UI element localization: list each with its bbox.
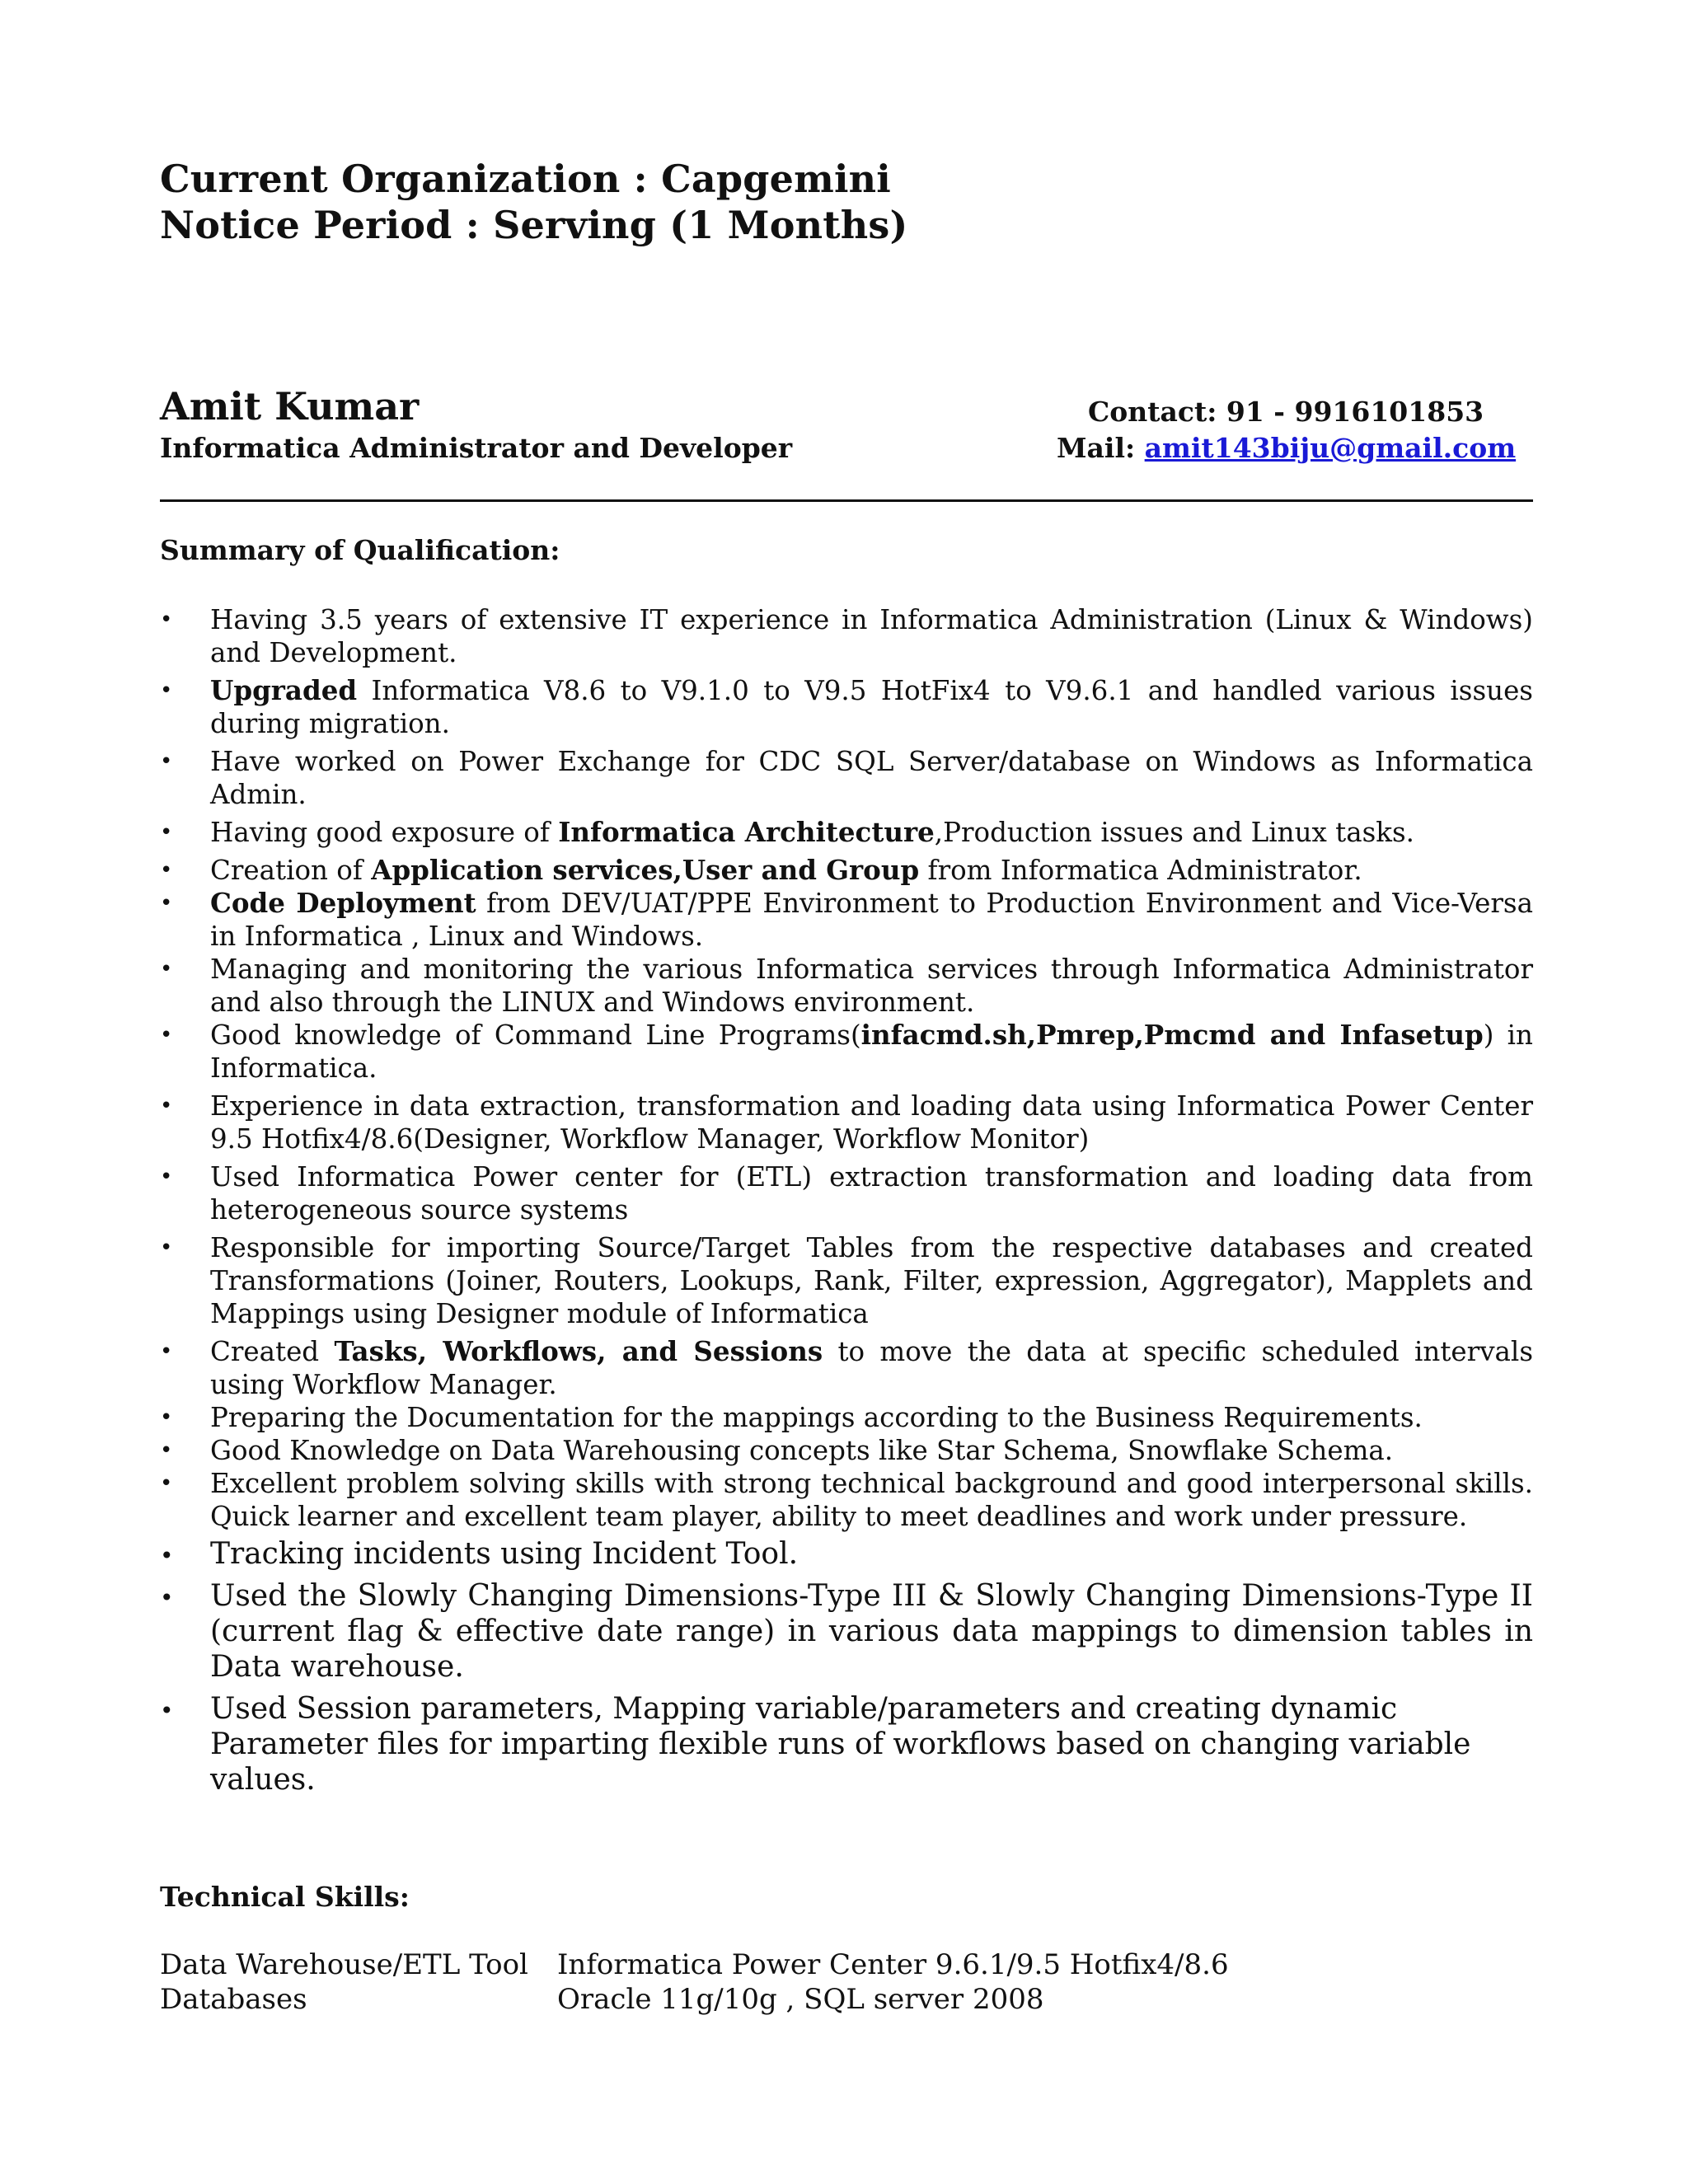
list-item: • Having good exposure of Informatica Architecture,Production issues and Linux tasks. [160, 816, 1533, 849]
mail-label: Mail: [1057, 432, 1145, 464]
header-divider [160, 499, 1533, 502]
list-item: • Excellent problem solving skills with strong technical background and good interpersonal skills. Quick learner and excellent team player, ability to meet deadlines and work under pressure. [160, 1467, 1533, 1533]
list-item: • Good knowledge of Command Line Programs(infacmd.sh,Pmrep,Pmcmd and Infasetup) in Informatica. [160, 1019, 1533, 1085]
summary-heading: Summary of Qualification: [160, 534, 560, 566]
candidate-title: Informatica Administrator and Developer [160, 432, 793, 464]
list-item: • Good Knowledge on Data Warehousing concepts like Star Schema, Snowflake Schema. [160, 1434, 1533, 1467]
contact-mail [1057, 432, 1516, 464]
notice-period: Notice Period : Serving (1 Months) [160, 203, 908, 247]
list-item: • Managing and monitoring the various Informatica services through Informatica Administrator and also through the LINUX and Windows environment. [160, 953, 1533, 1019]
list-item: • Used Session parameters, Mapping variable/parameters and creating dynamic Parameter files for imparting flexible runs of workflows based on changing variable values. [160, 1691, 1533, 1797]
list-item: • Tracking incidents using Incident Tool. [160, 1536, 1533, 1572]
candidate-name: Amit Kumar [160, 384, 420, 429]
skill-value: Oracle 11g/10g , SQL server 2008 [557, 1983, 1044, 2016]
list-item: • Used the Slowly Changing Dimensions-Type III & Slowly Changing Dimensions-Type II (current flag & effective date range) in various data mappings to dimension tables in Data warehouse. [160, 1578, 1533, 1685]
contact-phone: Contact: 91 - 9916101853 [1088, 396, 1484, 428]
skill-category: Databases [160, 1983, 307, 2016]
list-item: • Preparing the Documentation for the mappings according to the Business Requirements. [160, 1401, 1533, 1434]
list-item: • Have worked on Power Exchange for CDC SQL Server/database on Windows as Informatica Admin. [160, 745, 1533, 811]
list-item: • Creation of Application services,User and Group from Informatica Administrator. [160, 854, 1533, 887]
email-link[interactable]: amit143biju@gmail.com [1144, 432, 1517, 464]
list-item: • Experience in data extraction, transformation and loading data using Informatica Power Center 9.5 Hotfix4/8.6(Designer, Workflow Manager, Workflow Monitor) [160, 1090, 1533, 1155]
skill-category: Data Warehouse/ETL Tool [160, 1948, 528, 1981]
list-item: • Responsible for importing Source/Target Tables from the respective databases and created Transformations (Joiner, Routers, Lookups, Rank, Filter, expression, Aggregator), Mapplets and Mappings using Designer module of Informatica [160, 1231, 1533, 1330]
list-item: • Upgraded Informatica V8.6 to V9.1.0 to V9.5 HotFix4 to V9.6.1 and handled various issues during migration. [160, 674, 1533, 740]
skill-value: Informatica Power Center 9.6.1/9.5 Hotfix4/8.6 [557, 1948, 1229, 1981]
list-item: • Used Informatica Power center for (ETL) extraction transformation and loading data from heterogeneous source systems [160, 1160, 1533, 1226]
list-item: • Having 3.5 years of extensive IT experience in Informatica Administration (Linux & Windows) and Development. [160, 603, 1533, 669]
skills-heading: Technical Skills: [160, 1881, 410, 1913]
list-item: • Created Tasks, Workflows, and Sessions to move the data at specific scheduled intervals using Workflow Manager. [160, 1335, 1533, 1401]
current-organization: Current Organization : Capgemini [160, 157, 891, 201]
summary-list [160, 603, 1533, 1797]
list-item: • Code Deployment from DEV/UAT/PPE Environment to Production Environment and Vice-Versa in Informatica , Linux and Windows. [160, 887, 1533, 953]
